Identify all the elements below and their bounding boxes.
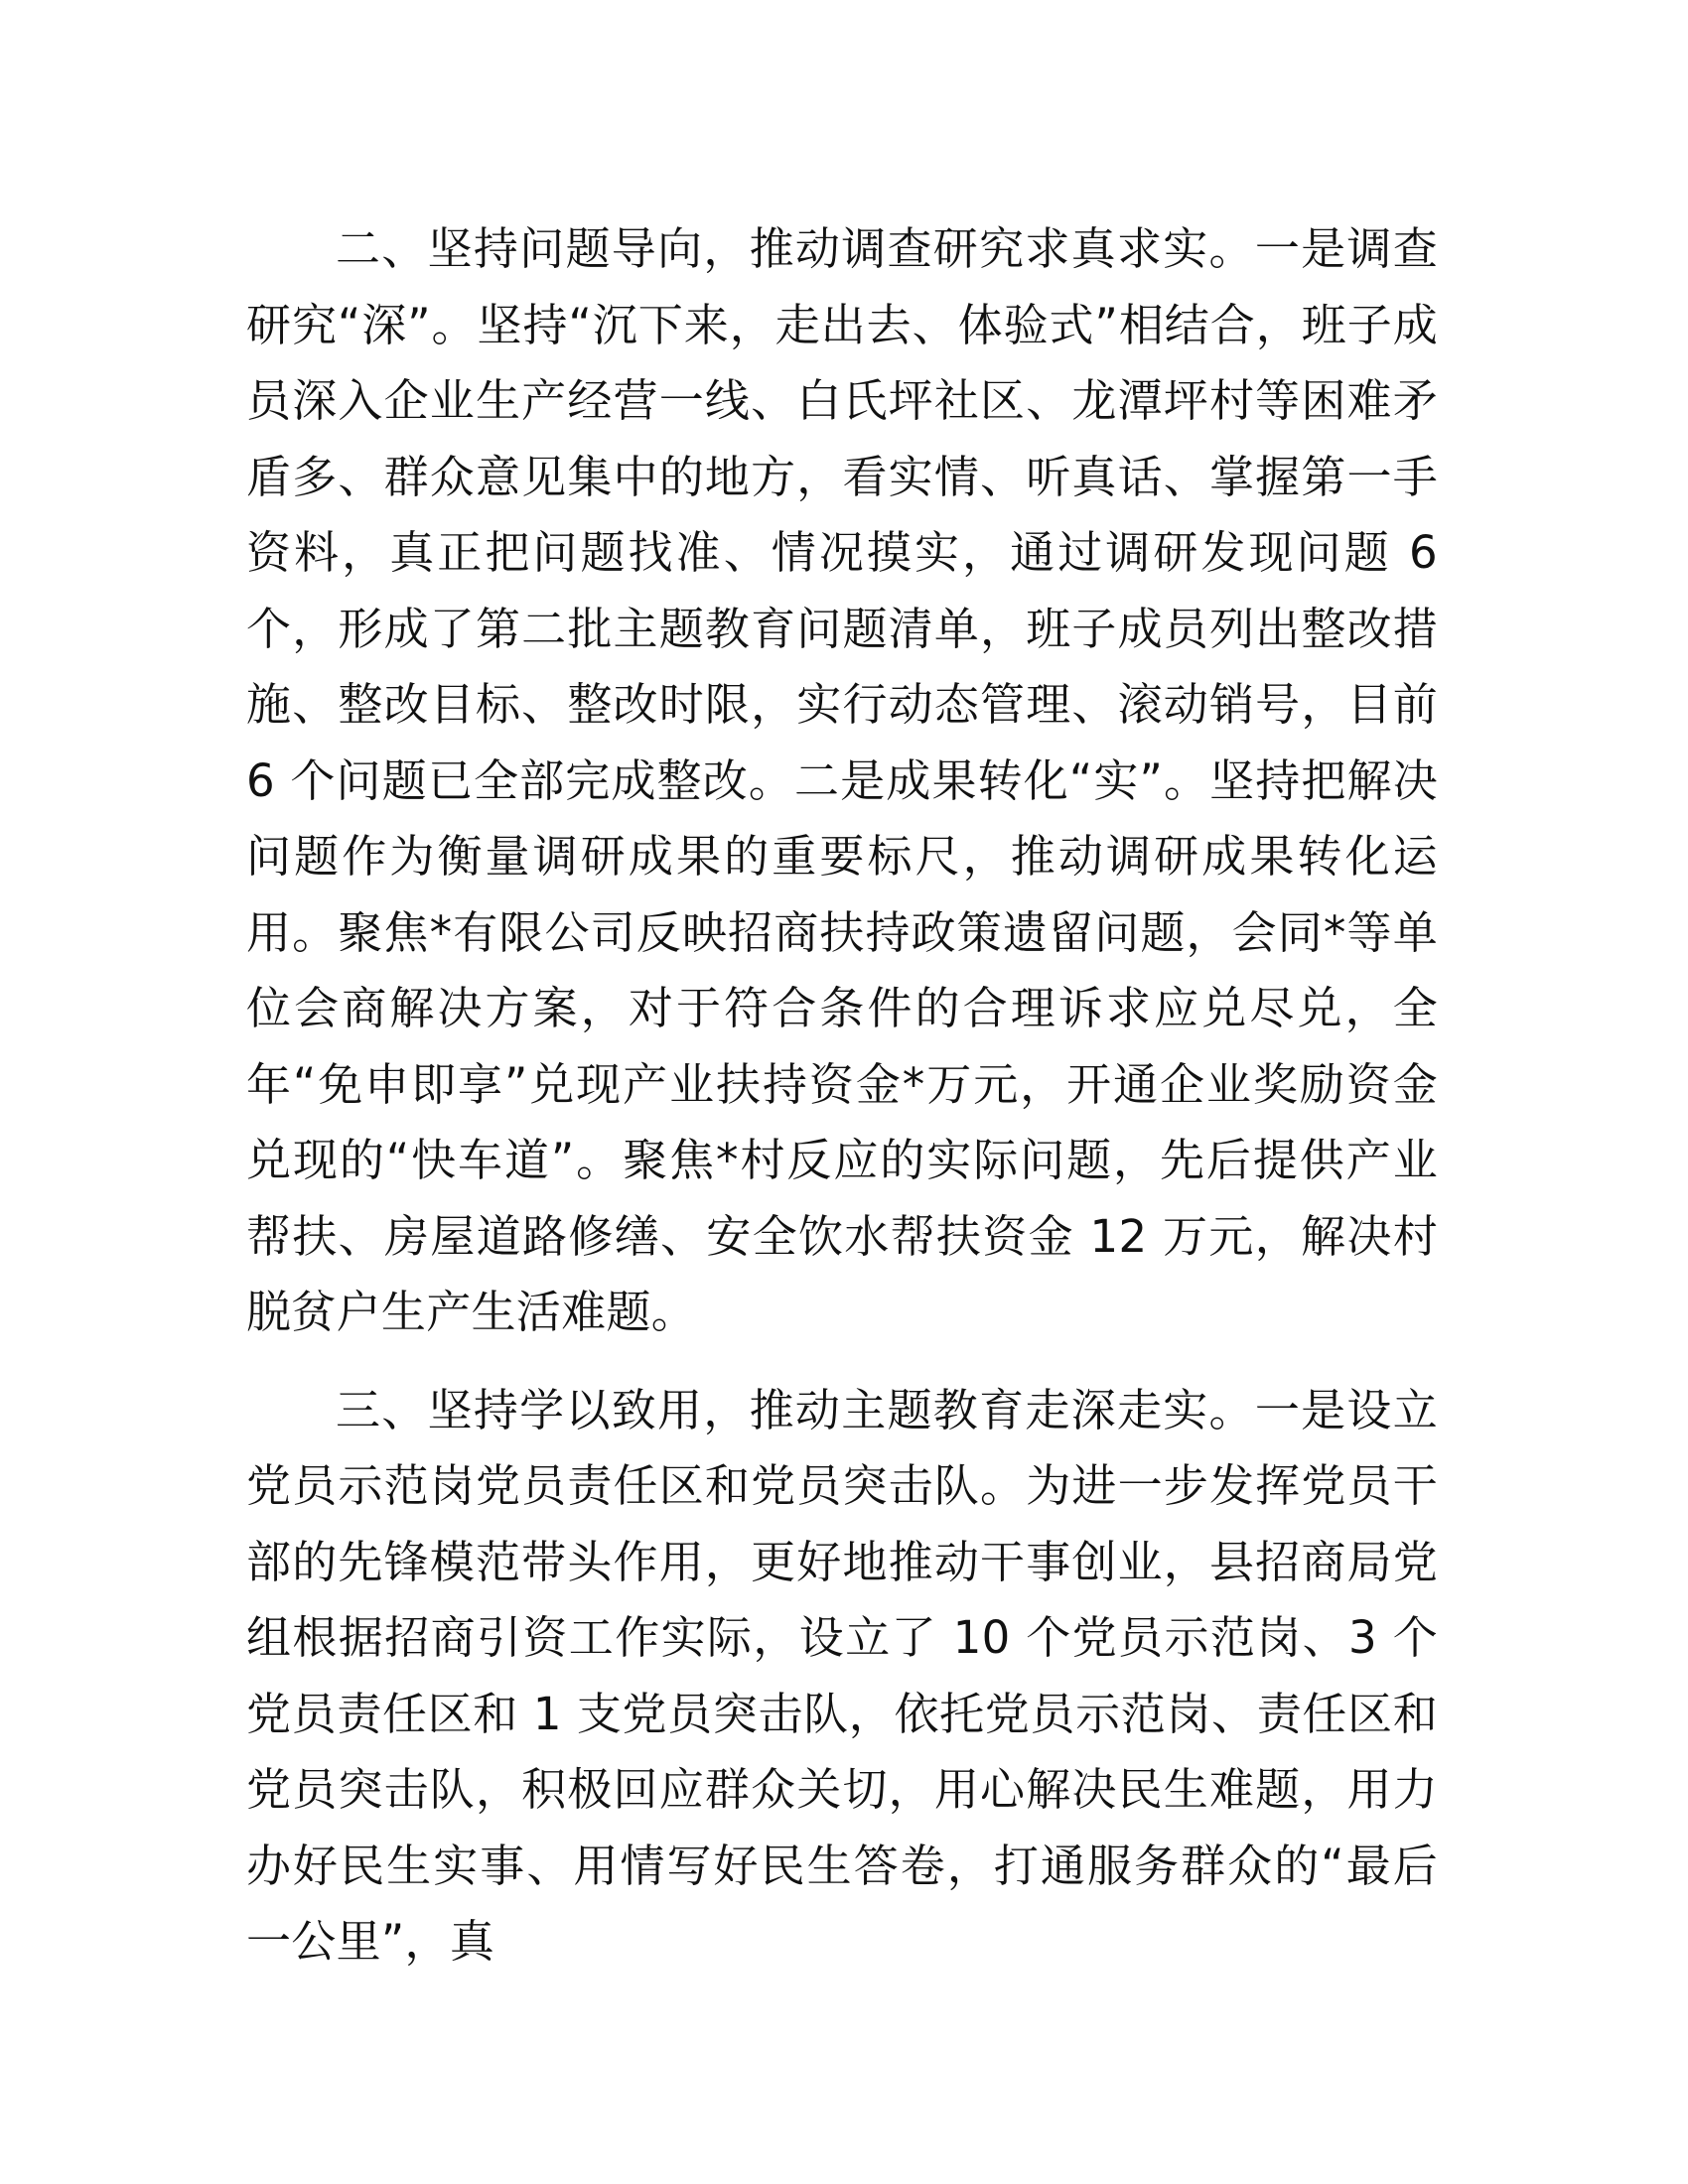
document-body (246, 211, 1438, 1980)
paragraph-section-two: 二、坚持问题导向，推动调查研究求真求实。一是调查研究“深”。坚持“沉下来，走出去、体验式”相结合，班子成员深入企业生产经营一线、白氏坪社区、龙潭坪村等困难矛盾多、群众意见集中的地方，看实情、听真话、掌握第一手资料，真正把问题找准、情况摸实，通过调研发现问题 6 个，形成了第二批主题教育问题清单，班子成员列出整改措施、整改目标、整改时限，实行动态管理、滚动销号，目前 6 个问题已全部完成整改。二是成果转化“实”。坚持把解决问题作为衡量调研成果的重要标尺，推动调研成果转化运用。聚焦*有限公司反映招商扶持政策遗留问题，会同*等单位会商解决方案，对于符合条件的合理诉求应兑尽兑，全年“免申即享”兑现产业扶持资金*万元，开通企业奖励资金兑现的“快车道”。聚焦*村反应的实际问题，先后提供产业帮扶、房屋道路修缮、安全饮水帮扶资金 12 万元，解决村脱贫户生产生活难题。 (246, 222, 1438, 1338)
paragraph-section-three: 三、坚持学以致用，推动主题教育走深走实。一是设立党员示范岗党员责任区和党员突击队。为进一步发挥党员干部的先锋模范带头作用，更好地推动干事创业，县招商局党组根据招商引资工作实际，设立了 10 个党员示范岗、3 个党员责任区和 1 支党员突击队，依托党员示范岗、责任区和党员突击队，积极回应群众关切，用心解决民生难题，用力办好民生实事、用情写好民生答卷，打通服务群众的“最后一公里”，真 (246, 1383, 1438, 1968)
